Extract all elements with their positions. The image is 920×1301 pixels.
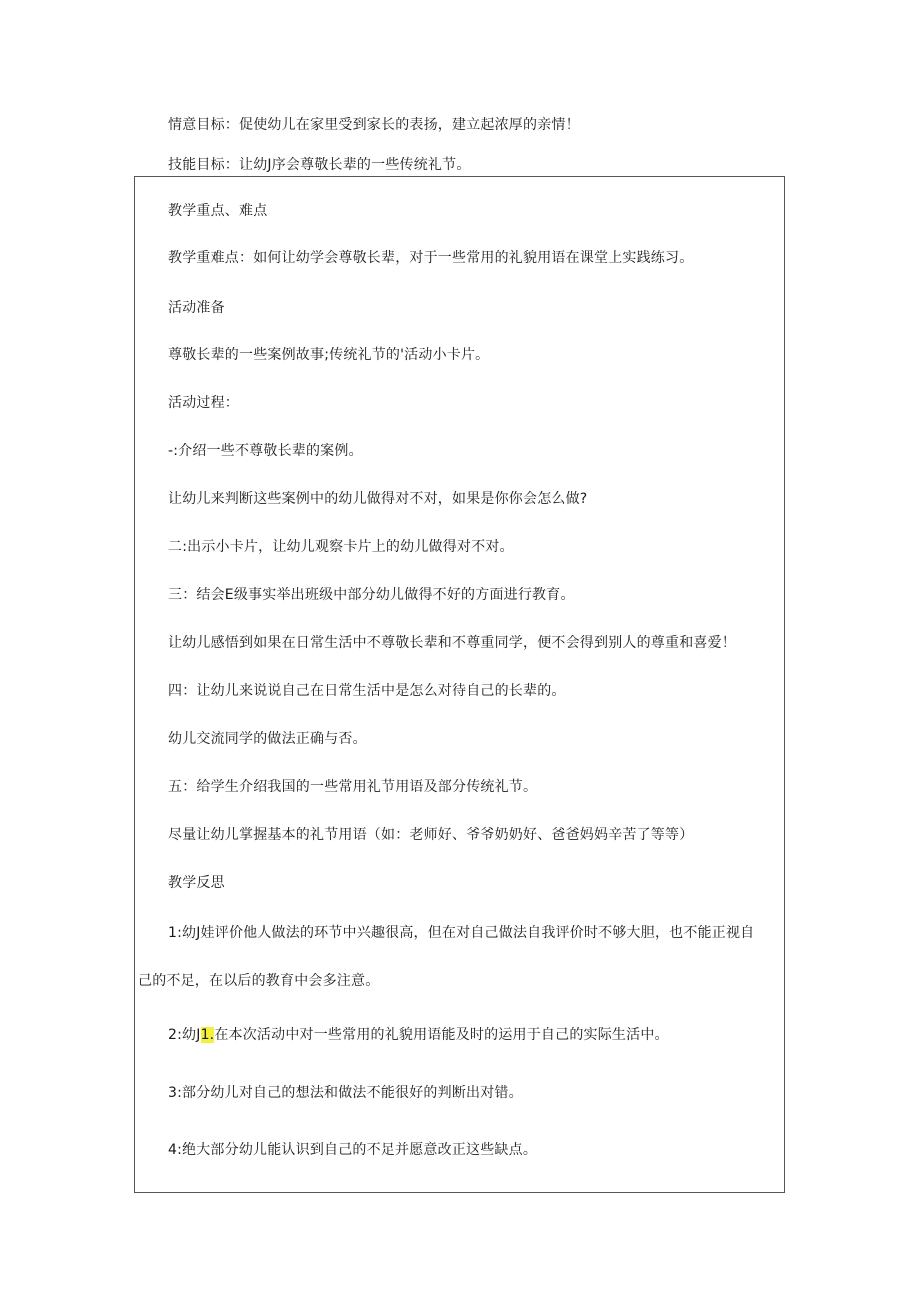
reflection-3: 3:部分幼儿对自己的想法和做法不能很好的判断出对错。	[168, 1085, 523, 1101]
process-step-5-detail: 尽量让幼儿掌握基本的礼节用语（如：老师好、爷爷奶奶好、爸爸妈妈辛苦了等等）	[168, 827, 694, 843]
objective-emotion: 情意目标：促使幼儿在家里受到家长的表扬，建立起浓厚的亲情！	[168, 117, 580, 133]
objective-skill: 技能目标：让幼J序会尊敬长辈的一些传统礼节。	[168, 157, 471, 173]
process-step-4-detail: 幼儿交流同学的做法正确与否。	[168, 731, 367, 747]
prep-heading: 活动准备	[168, 300, 225, 316]
process-step-5: 五：给学生介绍我国的一些常用礼节用语及部分传统礼节。	[168, 779, 538, 795]
highlighted-text: 1.	[200, 1027, 215, 1043]
reflection-4: 4:绝大部分幼儿能认识到自己的不足并愿意改正这些缺点。	[168, 1142, 538, 1158]
prep-text: 尊敬长辈的一些案例故事;传统礼节的'活动小卡片。	[168, 347, 490, 363]
key-points-heading: 教学重点、难点	[168, 203, 268, 219]
reflection-heading: 教学反思	[168, 875, 225, 891]
process-step-4: 四：让幼儿来说说自己在日常生活中是怎么对待自己的长辈的。	[168, 683, 566, 699]
process-heading: 活动过程：	[168, 395, 239, 411]
reflection-2-prefix: 2:幼J	[168, 1027, 201, 1043]
process-step-3-detail: 让幼儿感悟到如果在日常生活中不尊敬长辈和不尊重同学，便不会得到别人的尊重和喜爱！	[168, 635, 736, 651]
process-step-1: -:介绍一些不尊敬长辈的案例。	[168, 443, 363, 459]
key-points-text: 教学重难点：如何让幼学会尊敬长辈，对于一些常用的礼貌用语在课堂上实践练习。	[168, 250, 694, 266]
process-step-2: 二:出示小卡片，让幼儿观察卡片上的幼儿做得对不对。	[168, 539, 514, 555]
reflection-1-line-2: 己的不足，在以后的教育中会多注意。	[138, 973, 380, 989]
reflection-2	[168, 1025, 669, 1045]
process-step-3: 三：结会E级事实举出班级中部分幼儿做得不好的方面进行教育。	[168, 587, 575, 603]
reflection-1-line-1: 1:幼J娃评价他人做法的环节中兴趣很高，但在对自己做法自我评价时不够大胆，也不能正视自	[168, 925, 755, 941]
reflection-2-text: 在本次活动中对一些常用的礼貌用语能及时的运用于自己的实际生活中。	[214, 1027, 669, 1043]
process-step-1-detail: 让幼儿来判断这些案例中的幼儿做得对不对，如果是你你会怎么做?	[168, 491, 588, 507]
